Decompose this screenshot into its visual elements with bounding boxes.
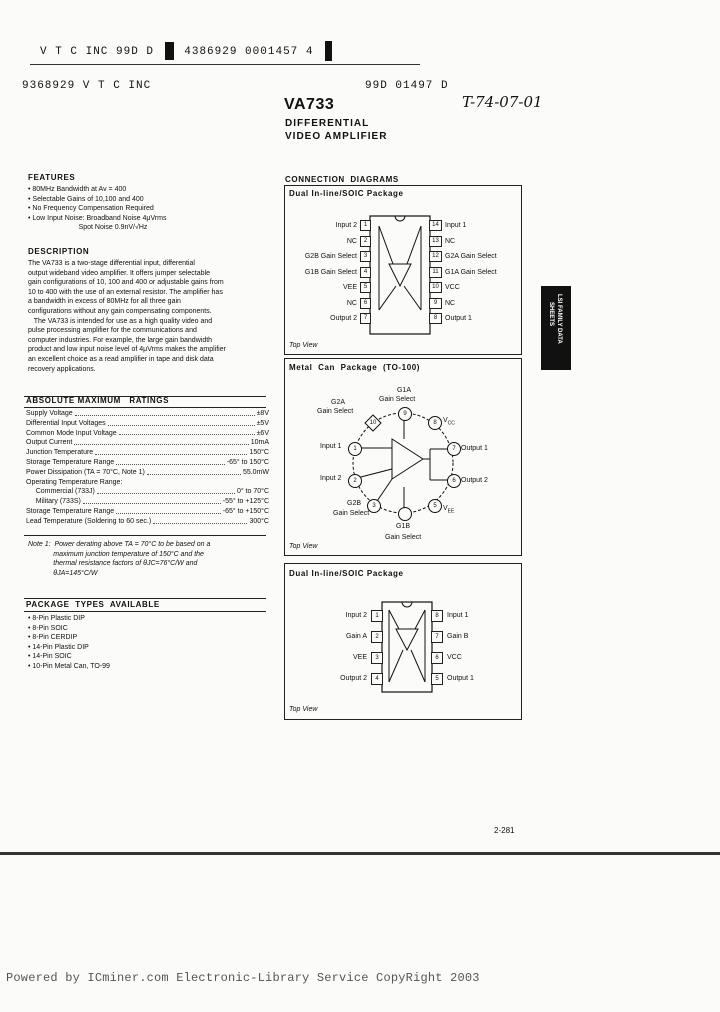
rating-row: Supply Voltage ±8V: [26, 410, 269, 417]
dip14-notch: [395, 216, 405, 221]
can-label-vee: $V_{EE}$: [443, 505, 455, 515]
package-item: • 8-Pin Plastic DIP: [28, 615, 85, 622]
ratings-rule-2: [24, 407, 266, 408]
header-rule: [30, 64, 420, 65]
package-item: • 14-Pin SOIC: [28, 653, 72, 661]
packages-list: [28, 614, 110, 672]
can-pin-10: 10: [369, 420, 377, 426]
rating-row: Operating Temperature Range:: [26, 478, 123, 486]
package-item: • 14-Pin Plastic DIP: [28, 643, 89, 651]
footer-copyright: Powered by ICminer.com Electronic-Library Service CopyRight 2003: [6, 971, 480, 985]
description-line: product and low input noise level of 4μVrms makes the amplifier: [28, 346, 226, 354]
description-line: gain configurations of 10, 100 and 400 or adjustable gains from: [28, 279, 224, 287]
dip8-pin: 7 Gain B: [431, 626, 521, 647]
part-subtitle-1: DIFFERENTIAL: [285, 118, 370, 129]
can-title: Metal Can Package (TO-100): [289, 363, 421, 372]
can-label-gain-select-g1b: Gain Select: [385, 534, 422, 541]
side-tab-line-1: LSI FAMILY DATA: [556, 294, 562, 344]
can-label-g1b: G1B: [396, 523, 411, 530]
dip8-pin: 8 Input 1: [431, 605, 521, 626]
dip14-right-pins: [429, 218, 521, 327]
description-line: The VA733 is a two-stage differential input, differential: [28, 260, 195, 267]
can-pin-9: 9: [398, 407, 412, 421]
can-label-output2: Output 2: [461, 477, 488, 484]
rating-row: Junction Temperature 150°C: [26, 449, 269, 457]
rating-row: Military (733S) -55° to +125°C: [26, 498, 269, 506]
header-line-2-right: 99D 01497 D: [365, 80, 449, 92]
can-pin-bottom: [398, 507, 412, 521]
dip14-amp-symbol: [389, 264, 411, 286]
ratings-note: [28, 540, 210, 578]
description-body: [28, 259, 226, 374]
can-label-g1a: G1A: [396, 387, 411, 394]
dip14-pin: G2B Gain Select 3: [285, 249, 371, 265]
ratings-table: [26, 409, 269, 527]
note-line: thermal resistance factors of θJC=76°C/W and: [28, 560, 198, 568]
dip8-notch: [402, 602, 412, 607]
dip14-pin: 9 NC: [429, 296, 521, 312]
dip8-pin: 6 VCC: [431, 647, 521, 668]
header-lot-code: 4386929 0001457 4: [184, 45, 314, 58]
part-number: VA733: [284, 96, 335, 113]
dip8-left-pins: [285, 605, 383, 689]
rating-row: Differential Input Voltages ±5V: [26, 419, 269, 427]
page-number: 2-281: [494, 826, 515, 835]
header-company-code: V T C INC 99D D: [40, 45, 155, 58]
header-line-1: [40, 41, 332, 61]
side-tab-text: [547, 294, 563, 344]
packages-rule: [24, 598, 266, 599]
dip14-top-view: Top View: [289, 342, 318, 349]
can-label-input2: Input 2: [320, 475, 342, 482]
dip14-pin: 11 G1A Gain Select: [429, 265, 521, 281]
description-line: 10 to 400 with the use of an external resistor. The amplifier has: [28, 288, 223, 296]
note-line: maximum junction temperature of 150°C and the: [28, 550, 204, 558]
can-pin-7: 7: [447, 442, 461, 456]
package-item: • 8-Pin CERDIP: [28, 634, 78, 642]
dip14-pin: 14 Input 1: [429, 218, 521, 234]
dip14-title: Dual In-line/SOIC Package: [289, 189, 404, 198]
ratings-heading: ABSOLUTE MAXIMUM RATINGS: [26, 396, 170, 405]
rating-row: Commercial (733J) 0° to 70°C: [26, 488, 269, 496]
can-top-view: Top View: [289, 543, 318, 550]
side-tab-line-2: SHEETS: [548, 302, 554, 327]
connection-heading: CONNECTION DIAGRAMS: [285, 175, 399, 184]
packages-heading: PACKAGE TYPES AVAILABLE: [26, 600, 160, 609]
description-heading: DESCRIPTION: [28, 247, 90, 256]
rating-row: Lead Temperature (Soldering to 60 sec.) 300°C: [26, 517, 269, 525]
dip14-pin: G1B Gain Select 4: [285, 265, 371, 281]
can-pin-5: 5: [428, 499, 442, 513]
side-tab: [541, 286, 571, 370]
can-label-g2b: G2B: [347, 500, 362, 507]
dip14-pin: VEE 5: [285, 280, 371, 296]
rating-row: Common Mode Input Voltage ±6V: [26, 429, 269, 437]
description-line: configurations without any gain compensating components.: [28, 307, 212, 315]
handwritten-code: T-74-07-01: [462, 93, 543, 111]
dip14-pin: 10 VCC: [429, 280, 521, 296]
can-diagram: [284, 358, 522, 556]
dip14-pin: 13 NC: [429, 234, 521, 250]
can-pin-8: 8: [428, 416, 442, 430]
scan-edge-line: [0, 852, 720, 855]
description-line: pulse processing amplifier for the communications and: [28, 327, 197, 335]
description-line: output wideband video amplifier. It offers jumper selectable: [28, 269, 210, 277]
description-line: recovery applications.: [28, 365, 96, 373]
dip14-pin: 12 G2A Gain Select: [429, 249, 521, 265]
feature-item: • 80MHz Bandwidth at Av = 400: [28, 186, 127, 193]
feature-item: Spot Noise 0.9nV/√Hz: [28, 224, 148, 232]
dip14-pin: 8 Output 1: [429, 311, 521, 327]
rating-row: Storage Temperature Range -65° to 150°C: [26, 458, 269, 466]
rating-row: Power Dissipation (TA = 70°C, Note 1) 55.0mW: [26, 468, 269, 476]
header-line-2-left: 9368929 V T C INC: [22, 80, 152, 92]
dip14-left-pins: [285, 218, 371, 327]
dip14-pin: NC 6: [285, 296, 371, 312]
can-label-gain-select-top: Gain Select: [379, 396, 416, 403]
dip8-pin: Gain A 2: [285, 626, 383, 647]
dip8-top-view: Top View: [289, 706, 318, 713]
dip8-amp-symbol: [396, 629, 418, 650]
dip8-right-pins: [431, 605, 521, 689]
note-line: Note 1: Power derating above TA = 70°C to be based on a: [28, 541, 211, 548]
header-bar-mark: [165, 42, 174, 60]
part-subtitle-2: VIDEO AMPLIFIER: [285, 131, 388, 142]
can-pin-1: 1: [348, 442, 362, 456]
description-line: computer industries. For example, the large gain bandwidth: [28, 336, 213, 344]
can-label-gain-select-g2b: Gain Select: [333, 510, 370, 517]
can-label-gain-select-g2a: Gain Select: [317, 408, 354, 415]
dip14-pin: NC 2: [285, 234, 371, 250]
dip8-pin: VEE 3: [285, 647, 383, 668]
can-pin-2: 2: [348, 474, 362, 488]
rating-row: Storage Temperature Range -65° to +150°C: [26, 507, 269, 515]
description-line: a bandwidth in excess of 80MHz for all three gain: [28, 298, 181, 306]
package-item: • 10-Pin Metal Can, TO-99: [28, 662, 110, 670]
packages-rule-2: [24, 611, 266, 612]
can-amp-symbol: [392, 439, 423, 479]
dip14-pin: Output 2 7: [285, 311, 371, 327]
description-line: an excellent choice as a read amplifier in tape and disk data: [28, 355, 214, 363]
dip8-pin: Output 2 4: [285, 668, 383, 689]
ratings-rule-3: [24, 535, 266, 536]
feature-item: • Selectable Gains of 10,100 and 400: [28, 195, 144, 203]
header-bar-mark-2: [325, 41, 332, 61]
features-list: [28, 185, 167, 233]
features-heading: FEATURES: [28, 173, 76, 182]
feature-item: • Low Input Noise: Broadband Noise 4μVrms: [28, 214, 167, 222]
package-item: • 8-Pin SOIC: [28, 624, 68, 632]
can-label-vcc: $V_{CC}$: [443, 417, 455, 427]
feature-item: • No Frequency Compensation Required: [28, 205, 154, 213]
can-pin-3: 3: [367, 499, 381, 513]
note-line: θJA=145°C/W: [28, 569, 98, 577]
can-label-input1: Input 1: [320, 443, 342, 450]
can-pin-6: 6: [447, 474, 461, 488]
dip8-pin: Input 2 1: [285, 605, 383, 626]
rating-row: Output Current 10mA: [26, 439, 269, 447]
dip14-pin: Input 2 1: [285, 218, 371, 234]
can-label-g2a: G2A: [330, 399, 345, 406]
can-label-output1: Output 1: [461, 445, 488, 452]
description-line: The VA733 is intended for use as a high quality video and: [28, 317, 213, 325]
dip8-diagram: [284, 563, 522, 720]
dip8-title: Dual In-line/SOIC Package: [289, 569, 404, 578]
dip8-pin: 5 Output 1: [431, 668, 521, 689]
dip14-diagram: [284, 185, 522, 355]
